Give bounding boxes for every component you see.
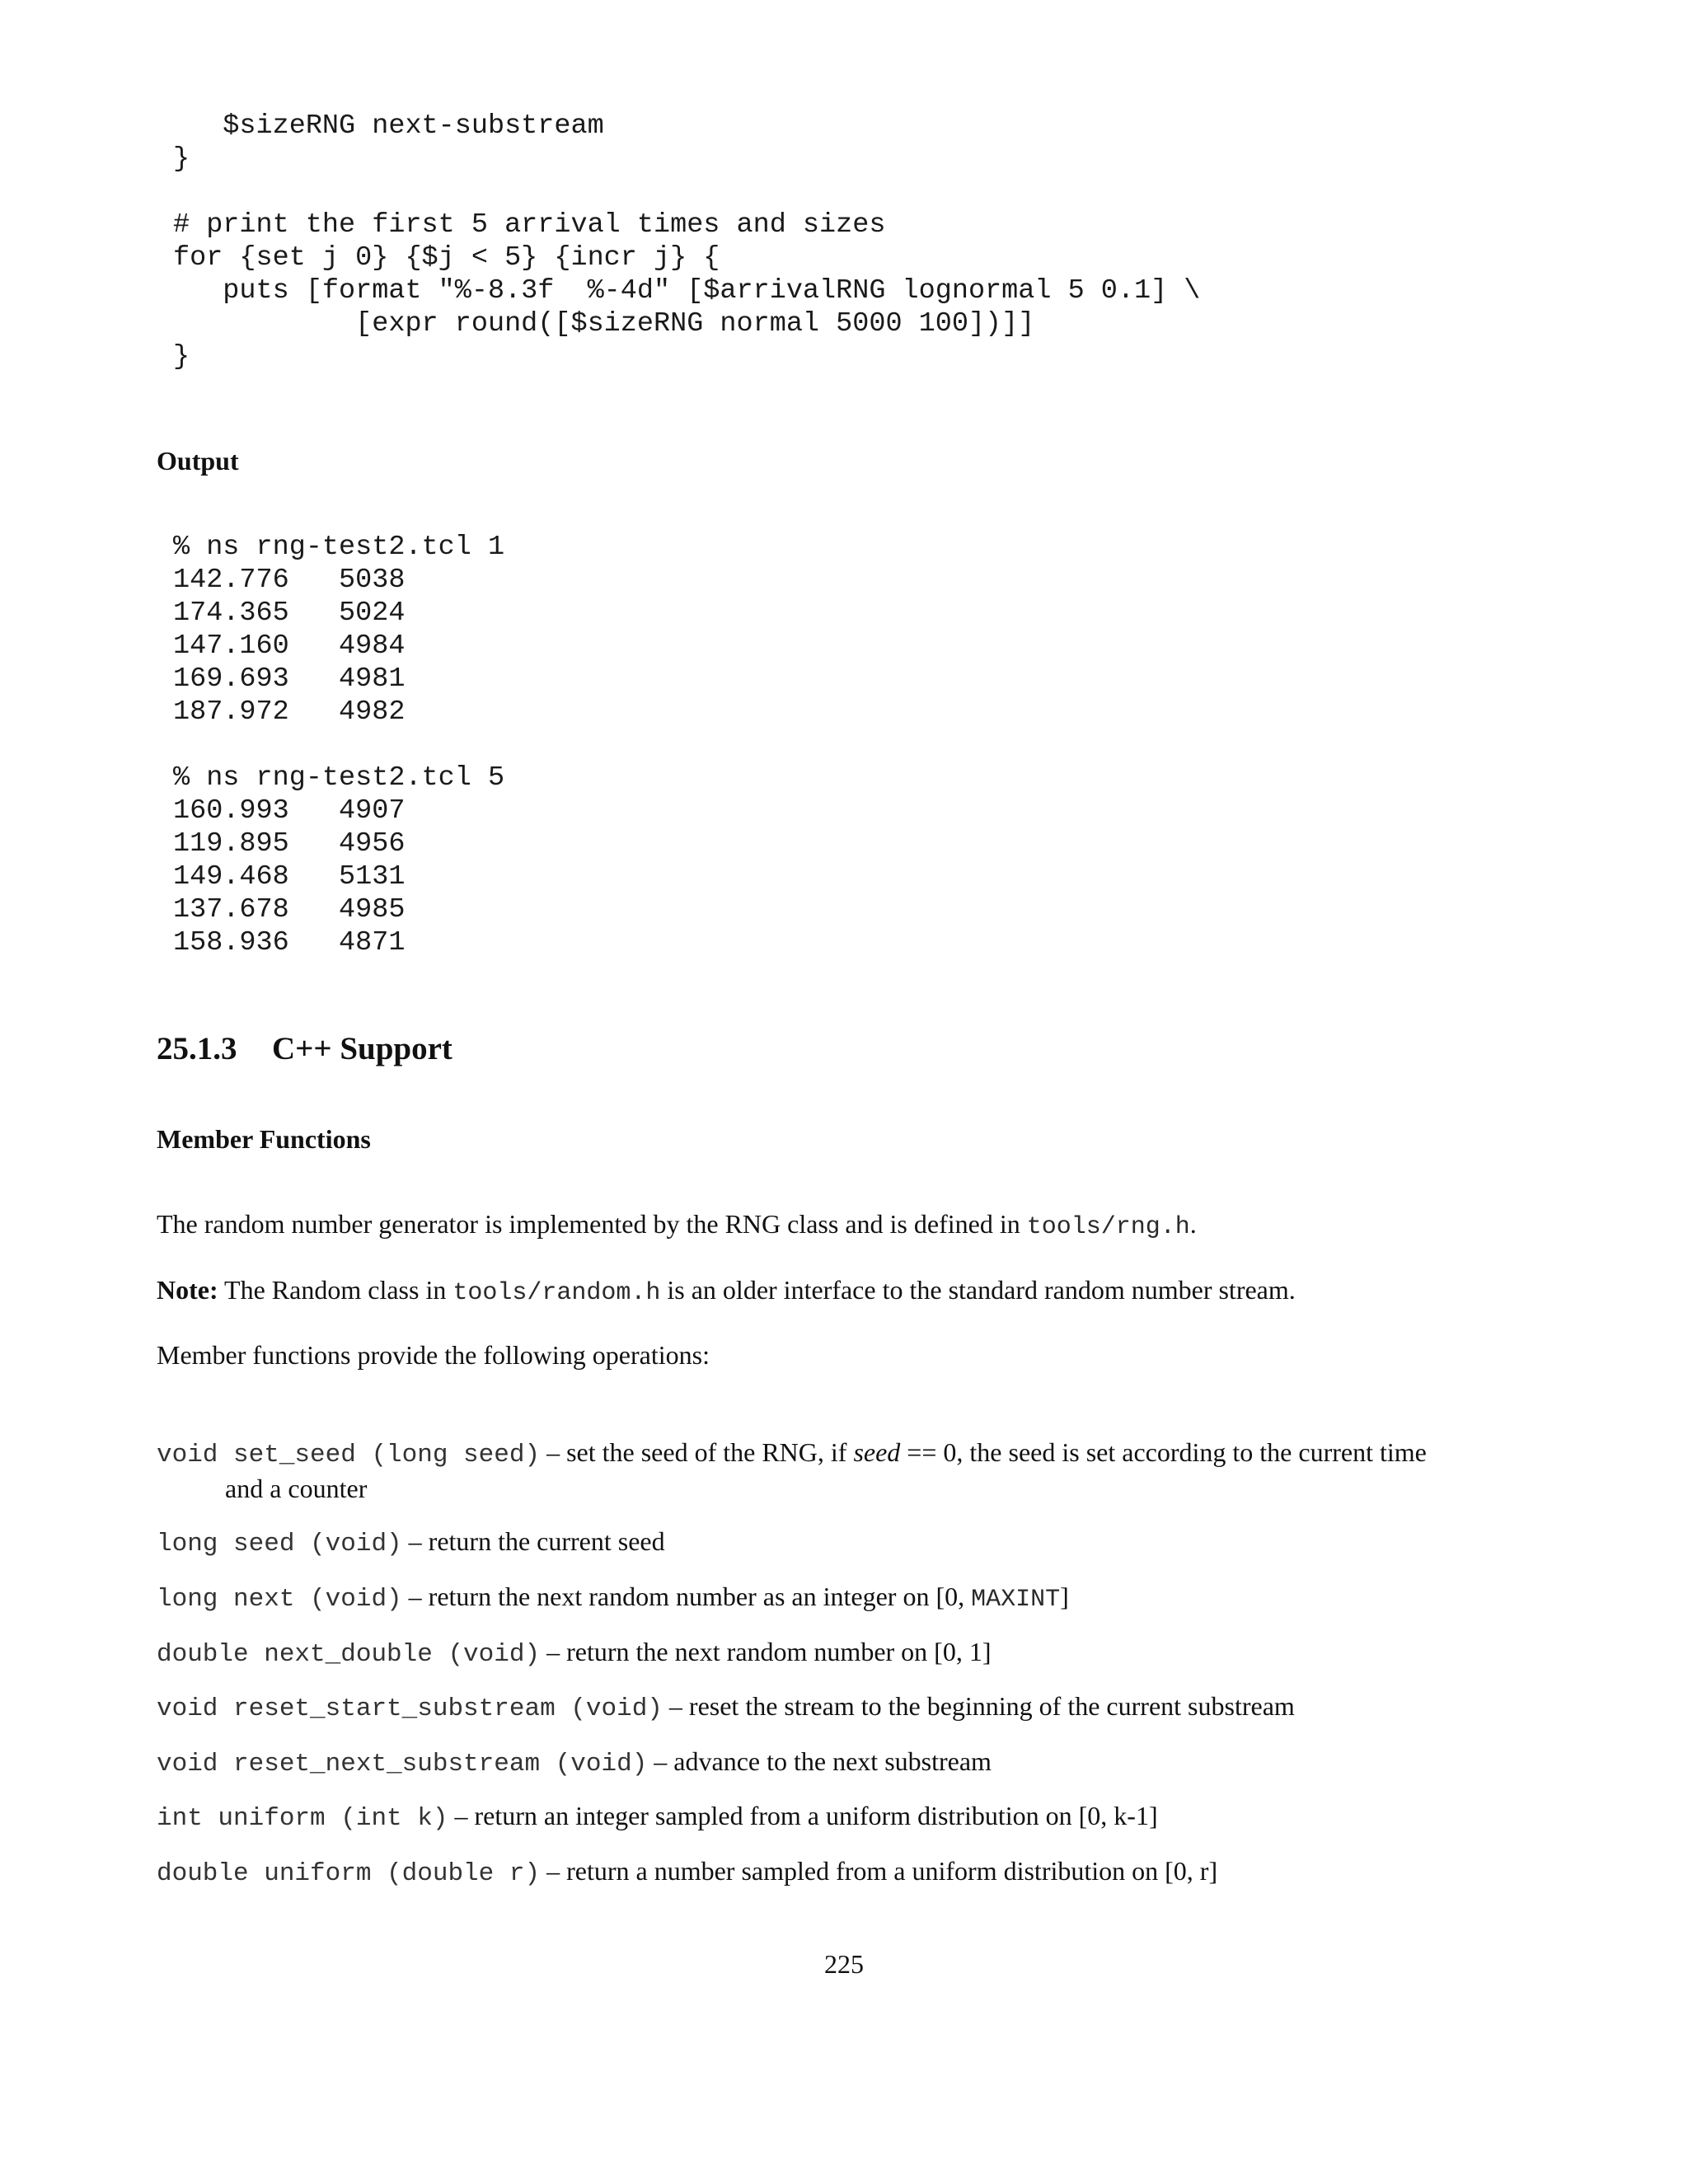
member-functions-heading: Member Functions (157, 1124, 371, 1154)
function-signature: long seed (void) (157, 1530, 402, 1558)
function-description: , the seed is set according to the current time (956, 1437, 1427, 1467)
section-heading (157, 1030, 452, 1067)
function-item (157, 1635, 1541, 1671)
output-line: 142.776 5038 (173, 565, 406, 596)
output-line: 169.693 4981 (173, 663, 406, 695)
output-line: 160.993 4907 (173, 795, 406, 827)
page-number: 225 (824, 1949, 864, 1979)
code-line: } (173, 341, 190, 373)
function-description: – return the current seed (401, 1526, 665, 1556)
math-operator: == 0 (900, 1437, 957, 1467)
intro-paragraph (157, 1207, 1197, 1244)
code-line: puts [format "%-8.3f %-4d" [$arrivalRNG lognormal 5 0.1] \ (173, 275, 1201, 307)
function-description: – set the seed of the RNG, if (540, 1437, 854, 1467)
file-path: tools/rng.h (1026, 1213, 1190, 1241)
section-number: 25.1.3 (157, 1031, 237, 1066)
output-line: 147.160 4984 (173, 630, 406, 662)
function-signature: void reset_start_substream (void) (157, 1694, 663, 1723)
function-item (157, 1525, 1541, 1561)
output-line: 137.678 4985 (173, 894, 406, 926)
code-line: [expr round([$sizeRNG normal 5000 100])]] (173, 308, 1035, 340)
output-line: 174.365 5024 (173, 598, 406, 629)
output-line: % ns rng-test2.tcl 1 (173, 532, 505, 563)
function-description: – return the next random number as an integer on [0, (401, 1582, 972, 1611)
function-description: ] (1060, 1582, 1069, 1611)
file-path: tools/random.h (452, 1279, 661, 1307)
function-description: – return a number sampled from a uniform distribution on [0, r] (540, 1856, 1218, 1886)
output-block (173, 531, 504, 959)
function-signature: int uniform (int k) (157, 1804, 448, 1833)
code-line: $sizeRNG next-substream (173, 110, 604, 142)
function-description: – advance to the next substream (647, 1746, 992, 1776)
function-item (157, 1436, 1541, 1505)
output-line: % ns rng-test2.tcl 5 (173, 762, 505, 794)
function-signature: double next_double (void) (157, 1640, 541, 1669)
function-description-continuation: and a counter (225, 1474, 368, 1503)
function-description: – return the next random number on [0, 1] (540, 1637, 992, 1666)
paragraph-text: is an older interface to the standard random number stream. (660, 1275, 1296, 1305)
output-line: 187.972 4982 (173, 696, 406, 728)
function-item (157, 1854, 1541, 1891)
constant-name: MAXINT (971, 1586, 1061, 1614)
section-title: C++ Support (272, 1031, 452, 1066)
code-line: for {set j 0} {$j < 5} {incr j} { (173, 242, 720, 274)
code-line: # print the first 5 arrival times and sizes (173, 209, 886, 241)
function-item (157, 1580, 1541, 1616)
operations-intro: Member functions provide the following operations: (157, 1340, 710, 1370)
paragraph-text: The random number generator is implemented by the RNG class and is defined in (157, 1209, 1027, 1239)
output-line: 158.936 4871 (173, 927, 406, 958)
function-item (157, 1799, 1541, 1835)
code-block-tcl (173, 110, 1200, 373)
note-label: Note: (157, 1275, 218, 1305)
output-heading: Output (157, 446, 239, 476)
note-paragraph (157, 1273, 1296, 1310)
function-description: – return an integer sampled from a uniform distribution on [0, k-1] (448, 1801, 1158, 1830)
code-line: } (173, 143, 190, 175)
output-line: 149.468 5131 (173, 861, 406, 893)
function-signature: void set_seed (long seed) (157, 1441, 541, 1469)
function-item (157, 1690, 1541, 1726)
function-description: – reset the stream to the beginning of the current substream (662, 1691, 1295, 1721)
paragraph-text: . (1189, 1209, 1197, 1239)
function-item (157, 1745, 1541, 1781)
function-signature: long next (void) (157, 1585, 402, 1614)
function-signature: double uniform (double r) (157, 1859, 541, 1888)
function-signature: void reset_next_substream (void) (157, 1750, 648, 1779)
paragraph-text: The Random class in (218, 1275, 453, 1305)
math-variable: seed (853, 1437, 901, 1467)
output-line: 119.895 4956 (173, 828, 406, 860)
